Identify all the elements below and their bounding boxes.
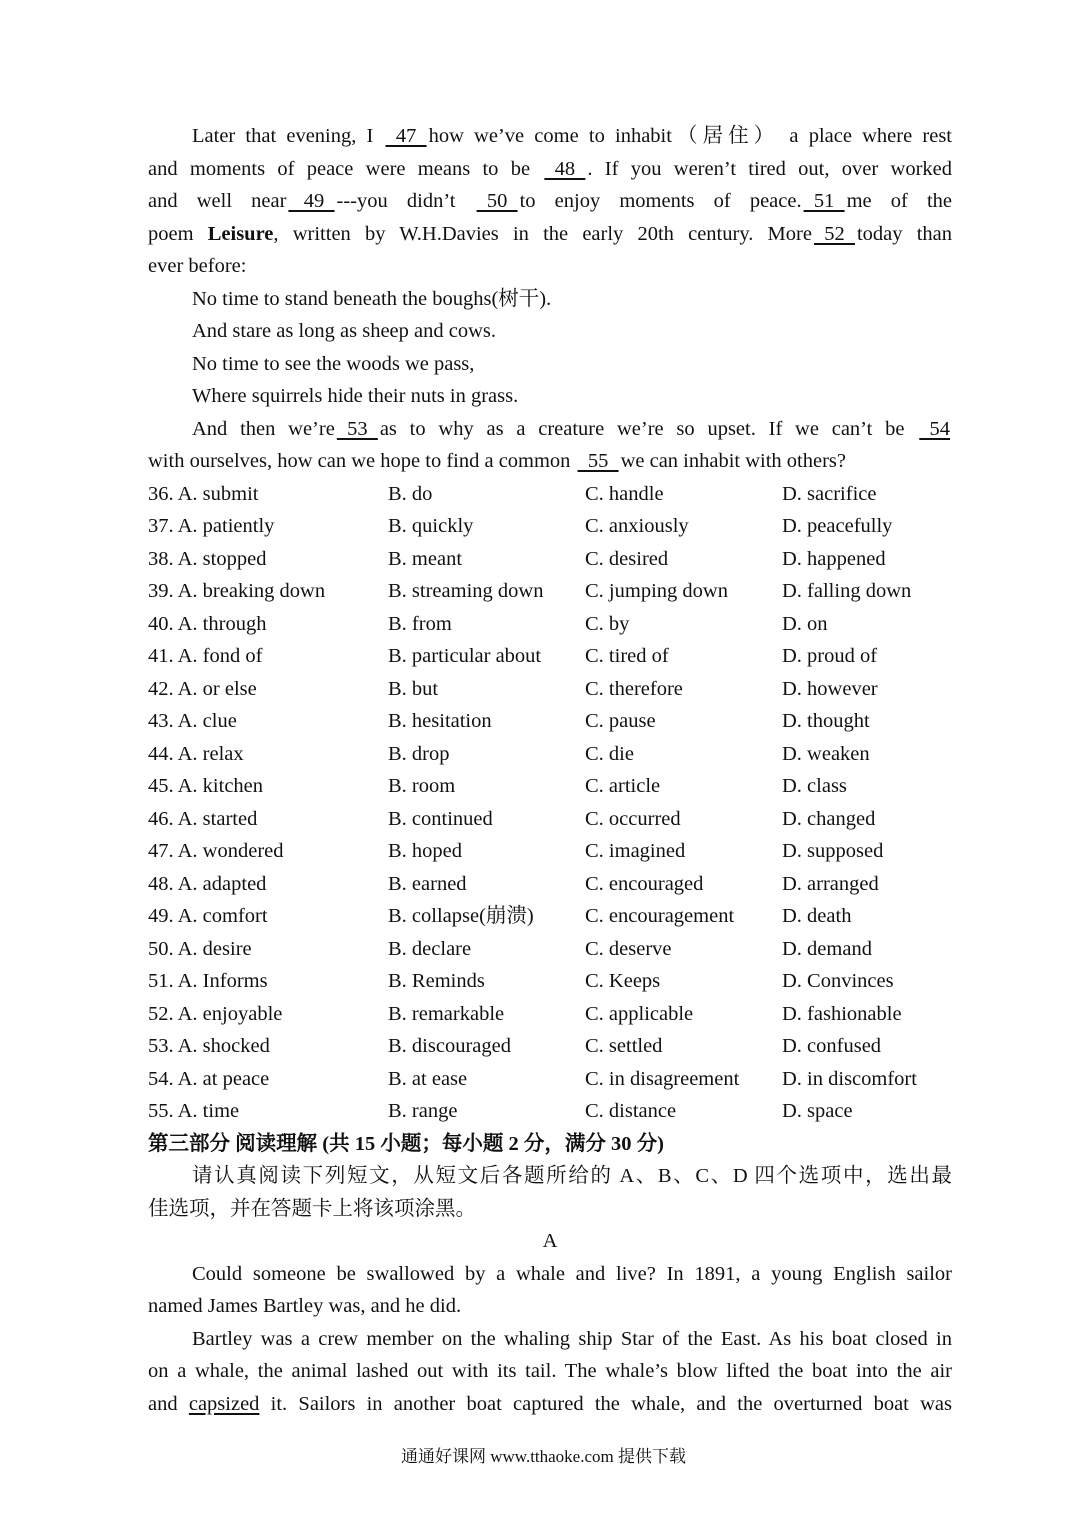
blank-53: 53: [336, 417, 378, 440]
option-row: 45. A. kitchen B. room C. article D. class: [148, 775, 847, 797]
option-row: 47. A. wondered B. hoped C. imagined D. supposed: [148, 840, 884, 862]
option-row: 52. A. enjoyable B. remarkable C. applicable D. fashionable: [148, 1002, 902, 1025]
option-row: 40. A. through B. from C. by D. on: [148, 612, 828, 635]
page-footer: 通通好课网 www.tthaoke.com 提供下载: [400, 1447, 687, 1466]
text-line: and moments of peace were means to be 48 . If you weren’t tired out, over worked: [148, 153, 952, 186]
blank-48: 48: [544, 157, 586, 180]
option-row: 53. A. shocked B. discouraged C. settled D. confused: [148, 1035, 882, 1057]
poem-title: Leisure: [207, 222, 274, 245]
blank-55: 55: [577, 450, 619, 472]
options-list: [148, 478, 952, 1128]
option-row: 54. A. at peace B. at ease C. in disagreement D. in discomfort: [148, 1067, 917, 1090]
option-row: 48. A. adapted B. earned C. encouraged D. arranged: [148, 872, 879, 895]
text-line: with ourselves, how can we hope to find a common 55 we can inhabit with others?: [148, 445, 952, 478]
text-line: ever before:: [148, 255, 247, 277]
section-instructions: 请认真阅读下列短文，从短文后各题所给的 A、B、C、D 四个选项中，选出最: [192, 1165, 952, 1187]
poem-line: No time to see the woods we pass,: [192, 352, 475, 375]
text-line: named James Bartley was, and he did.: [148, 1295, 462, 1317]
blank-51: 51: [803, 190, 845, 212]
option-row: 51. A. Informs B. Reminds C. Keeps D. Convinces: [148, 970, 894, 992]
option-row: 42. A. or else B. but C. therefore D. however: [148, 677, 878, 700]
text-line: Later that evening, I 47 how we’ve come to inhabit（居住） a place where rest: [148, 120, 952, 153]
underlined-word: capsized: [188, 1392, 260, 1415]
text-line: on a whale, the animal lashed out with its tail. The whale’s blow lifted the boat into the air: [148, 1360, 952, 1382]
passage-label: A: [542, 1230, 558, 1252]
option-row: 39. A. breaking down B. streaming down C. jumping down D. falling down: [148, 580, 912, 602]
text-line: Bartley was a crew member on the whaling ship Star of the East. As his boat closed in: [192, 1327, 952, 1350]
text-line: and capsized it. Sailors in another boat captured the whale, and the overturned boat was: [148, 1392, 952, 1415]
poem-line: No time to stand beneath the boughs(树干).: [192, 287, 552, 310]
poem-line: Where squirrels hide their nuts in grass.: [192, 385, 519, 407]
blank-47: 47: [385, 125, 427, 147]
option-row: 41. A. fond of B. particular about C. tired of D. proud of: [148, 645, 878, 667]
option-row: 55. A. time B. range C. distance D. space: [148, 1100, 853, 1122]
section-instructions: 佳选项，并在答题卡上将该项涂黑。: [148, 1197, 476, 1220]
text-line: poem Leisure, written by W.H.Davies in the early 20th century. More 52 today than: [148, 218, 952, 251]
text-line: And then we’re 53 as to why as a creature we’re so upset. If we can’t be 54: [148, 413, 952, 446]
option-row: 36. A. submit B. do C. handle D. sacrifice: [148, 482, 877, 505]
option-row: 37. A. patiently B. quickly C. anxiously D. peacefully: [148, 515, 893, 537]
poem-line: And stare as long as sheep and cows.: [192, 320, 497, 342]
option-row: 46. A. started B. continued C. occurred D. changed: [148, 807, 876, 830]
option-row: 49. A. comfort B. collapse(崩溃) C. encouragement D. death: [148, 905, 852, 927]
option-row: 44. A. relax B. drop C. die D. weaken: [148, 742, 870, 765]
blank-50: 50: [476, 190, 518, 212]
option-row: 50. A. desire B. declare C. deserve D. demand: [148, 937, 872, 960]
option-row: 38. A. stopped B. meant C. desired D. happened: [148, 547, 886, 570]
exam-page: [148, 120, 952, 1420]
option-row: 43. A. clue B. hesitation C. pause D. thought: [148, 710, 870, 732]
blank-49: 49: [288, 190, 335, 212]
blank-52: 52: [813, 222, 855, 245]
text-line: Could someone be swallowed by a whale and live? In 1891, a young English sailor: [192, 1262, 952, 1285]
blank-54: 54: [919, 417, 950, 440]
section-heading: 第三部分 阅读理解 (共 15 小题；每小题 2 分，满分 30 分): [148, 1132, 664, 1155]
text-line: and well near 49 ---you didn’t 50 to enjoy moments of peace. 51 me of the: [148, 185, 952, 218]
